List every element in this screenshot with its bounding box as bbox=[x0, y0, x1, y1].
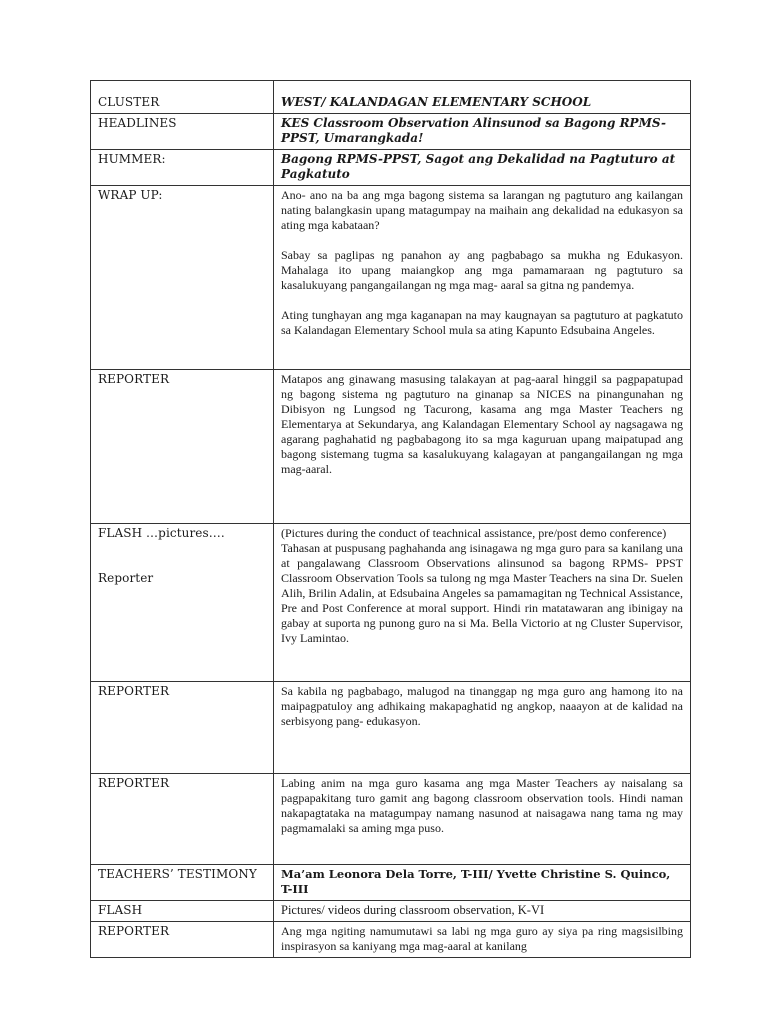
news-script-table bbox=[90, 80, 691, 958]
hummer-value: Bagong RPMS-PPST, Sagot ang Dekalidad na Pagtuturo at Pagkatuto bbox=[274, 150, 691, 186]
cluster-label: CLUSTER bbox=[91, 81, 274, 114]
reporter-2-value: Sa kabila ng pagbabago, malugod na tinanggap ng mga guro ang hamong ito na maipagpatuloy ang adhikaing makapaghatid ng angkop, naaayon at de kalidad na serbisyong pang- edukasyon. bbox=[274, 682, 691, 774]
wrap-up-paragraph: Ano- ano na ba ang mga bagong sistema sa larangan ng pagtuturo ang kailangan nating balangkasin upang matagumpay na maihain ang dekalidad na edukasyon sa ating mga kabataan? bbox=[281, 188, 683, 232]
headlines-value: KES Classroom Observation Alinsunod sa Bagong RPMS-PPST, Umarangkada! bbox=[274, 114, 691, 150]
flash-1-text: Tahasan at puspusang paghahanda ang isinagawa ng mga guro para sa kanilang una at pangalawang Classroom Observations alinsunod sa bagong RPMS- PPST Classroom Observation Tools sa tulong ng mga Master Teachers na sina Dr. Suelen Alih, Brilin Adalin, at Edsubaina Angeles sa pamamagitan ng Technical Assistance, Pre and Post Conference at moral support. Hindi rin matatawaran ang ibinigay na gabay at suporta ng punong guro na si Ma. Bella Victorio at ng Cluster Supervisor, Ivy Lamintao. bbox=[281, 541, 683, 645]
hummer-label: HUMMER: bbox=[91, 150, 274, 186]
reporter-label: REPORTER bbox=[91, 682, 274, 774]
flash-pictures-label: FLASH …pictures…. bbox=[98, 526, 225, 540]
row-wrap-up bbox=[91, 186, 691, 370]
wrap-up-paragraph: Ating tunghayan ang mga kaganapan na may kaugnayan sa pagtuturo at pagkatuto sa Kalandagan Elementary School mula sa ating Kapunto Edsubaina Angeles. bbox=[281, 308, 683, 337]
row-reporter-2 bbox=[91, 682, 691, 774]
reporter-label: REPORTER bbox=[91, 370, 274, 524]
reporter-4-value: Ang mga ngiting namumutawi sa labi ng mga guro ay siya pa ring magsisilbing inspirasyon sa kaniyang mga mag-aaral at kanilang bbox=[274, 922, 691, 958]
pictures-note: (Pictures during the conduct of teachnical assistance, pre/post demo conference) bbox=[281, 526, 667, 540]
row-cluster bbox=[91, 81, 691, 114]
row-flash-2 bbox=[91, 901, 691, 922]
headlines-label: HEADLINES bbox=[91, 114, 274, 150]
wrap-up-value bbox=[274, 186, 691, 370]
wrap-up-label: WRAP UP: bbox=[91, 186, 274, 370]
row-reporter-1 bbox=[91, 370, 691, 524]
reporter-sub-label: Reporter bbox=[98, 571, 154, 585]
flash-label: FLASH bbox=[91, 901, 274, 922]
reporter-label: REPORTER bbox=[91, 922, 274, 958]
row-reporter-3 bbox=[91, 774, 691, 865]
row-testimony bbox=[91, 865, 691, 901]
reporter-1-value: Matapos ang ginawang masusing talakayan at pag-aaral hinggil sa pagpapatupad ng bagong sistema ng pagtuturo na ginanap sa NICES na pinangunahan ng Dibisyon ng Lungsod ng Tacurong, kasama ang mga Master Teachers ng Elementarya at Sekundarya, ang Kalandagan Elementary School ay nagsagawa ng agarang paghahatid ng pagbabagong ito sa mga kaguruan upang maipatupad ang bagong sistemang tugma sa kasalukuyang kalagayan at pangangailangan ng mga mag-aaral. bbox=[274, 370, 691, 524]
cluster-value: WEST/ KALANDAGAN ELEMENTARY SCHOOL bbox=[274, 81, 691, 114]
flash-label bbox=[91, 524, 274, 682]
flash-1-value bbox=[274, 524, 691, 682]
testimony-label: TEACHERS’ TESTIMONY bbox=[91, 865, 274, 901]
reporter-3-value: Labing anim na mga guro kasama ang mga Master Teachers ay naisalang sa pagpapakitang turo gamit ang bagong classroom observation tools. Hindi naman nakapagtataka na matagumpay namang nasunod at naisagawa nang tama ng may pagmamalaki sa aming mga puso. bbox=[274, 774, 691, 865]
reporter-label: REPORTER bbox=[91, 774, 274, 865]
row-flash-1 bbox=[91, 524, 691, 682]
testimony-value: Ma’am Leonora Dela Torre, T-III/ Yvette Christine S. Quinco, T-III bbox=[274, 865, 691, 901]
row-hummer bbox=[91, 150, 691, 186]
row-reporter-4 bbox=[91, 922, 691, 958]
wrap-up-paragraph: Sabay sa paglipas ng panahon ay ang pagbabago sa mukha ng Edukasyon. Mahalaga ito upang maiangkop ang mga pamamaraan ng pagtuturo sa kasalukuyang pangangailangan ng mga mag- aaral sa gitna ng pandemya. bbox=[281, 248, 683, 292]
row-headlines bbox=[91, 114, 691, 150]
flash-2-value: Pictures/ videos during classroom observation, K-VI bbox=[274, 901, 691, 922]
